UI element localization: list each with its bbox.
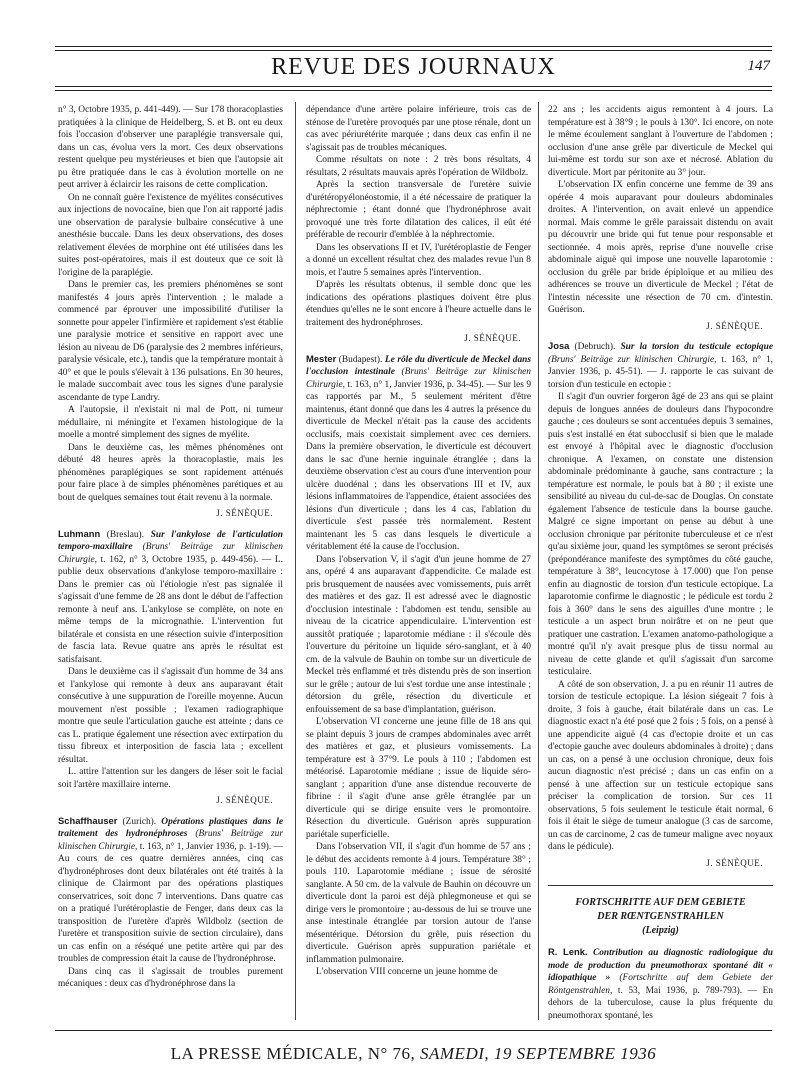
paragraph: L. attire l'attention sur les dangers de léser soit le facial soit l'artère maxillaire interne. (58, 767, 283, 790)
paragraph: Comme résultats on note : 2 très bons résultats, 4 résultats, 2 résultats mauvais après l'opération de Wildbolz. (306, 155, 531, 178)
paragraph: Dans les observations II et IV, l'urétéroplastie de Fenger a donné un excellent résultat chez des malades revue l'un 8 mois, et l'autre 5 semaines après l'intervention. (306, 242, 531, 278)
footer-journal: LA PRESSE MÉDICALE, N° 76, (170, 1044, 416, 1063)
paragraph: Dans le deuxième cas il s'agissait d'un homme de 34 ans et l'ankylose qui remonte à deux ans auparavant était consécutive à une suppuration de l'oreille moyenne. Aucun mouvement n'est possible ; l'examen radiographique montre que seule l'articulation gauche est atteinte ; dans ce cas L. pratique également une résection avec extirpation du tissu fibreux et interposition de fascia lata ; excellent résultat. (58, 667, 283, 765)
column-1 (58, 104, 283, 1014)
paragraph: L'observation VIII concerne un jeune homme de (316, 967, 498, 977)
article-journal: (Bruns' Beiträge zur klinischen Chirurgie, (58, 829, 283, 852)
signature: J. SÉNÈQUE. (216, 795, 273, 805)
article-luhmann (58, 528, 283, 667)
section-separator (548, 885, 773, 886)
paragraph: 22 ans ; les accidents aigus remontent à 4 jours. La température est à 38°9 ; le pouls à 130°. Ici encore, on note le même écoulement sanglant à l'ouverture de l'abdomen ; occlusion d'une anse grêle par diverticule de Meckel qui lui-même est tordu sur son axe et nécrosé. Ablation du diverticule. Mort par péritonite au 3° jour. (548, 105, 773, 178)
article-journal: (Bruns' Beiträge zur klinischen Chirurgie, (548, 354, 722, 365)
page-title: REVUE DES JOURNAUX (271, 54, 556, 80)
article-author: Josa (548, 340, 570, 351)
paragraph: n° 3, Octobre 1935, p. 441-449). — Sur 178 thoracoplasties pratiquées à la clinique de Heidelberg, S. et B. ont eu deux fois l'occasion d'observer une paraplégie transversale qui, dans un cas, évolua vers la mort. Ces deux observations restent quelque peu mystérieuses et bien que l'autopsie ait pu être pratiquée dans le cas à évolution mortelle on ne peut arriver à éclaircir les raisons de cette complication. (58, 105, 283, 190)
article-author: Luhmann (58, 527, 101, 539)
article-mester (306, 353, 531, 554)
header-rule-bottom-2 (55, 90, 772, 91)
article-title: Contribution au diagnostic radiologique du mode de production du pneumothorax spontané dit « idiopathique » (548, 948, 773, 983)
column-2 (306, 104, 531, 1014)
signature: J. SÉNÈQUE. (706, 857, 763, 868)
article-title: Sur l'ankylose de l'articulation temporo-maxillaire (58, 529, 283, 552)
article-journal: (Fortschritte auf dem Gebiete der Röntgenstrahlen, (548, 973, 773, 996)
header-rule-top (55, 46, 772, 47)
signature: J. SÉNÈQUE. (706, 320, 763, 331)
paragraph: Dans l'observation V, il s'agit d'un jeune homme de 27 ans, opéré 4 ans auparavant d'appendicite. Ce malade est pris brusquement de nausées avec vomissements, puis arrêt des matières et des gaz. Il est adressé avec le diagnostic d'occlusion intestinale : l'abdomen est tendu, sensible au niveau de la cicatrice appendiculaire. L'intervention est aussitôt pratiquée ; laparotomie médiane : il s'écoule dès l'ouverture du péritoine un liquide séro-sanglant, et à 40 cm. de la valvule de Bauhin on tombe sur un diverticule de Meckel très enflammé et très distendu près de son insertion sur le grêle ; autour de lui s'est tordue une anse intestinale ; détorsion du grêle, résection du diverticule et enfouissement de sa base d'implantation, guérison. (306, 554, 531, 715)
paragraph: Dans le premier cas, les premiers phénomènes se sont manifestés 4 jours après l'intervention ; le malade a commencé par éprouver une impossibilité d'utiliser la sonnette pour appeler l'infirmière et rapidement s'est établie une paralysie motrice et sensitive en rapport avec une lésion au niveau de D6 (paralysie des 2 membres inférieurs, paralysie vésicale, etc.), tandis que la température montait à 40° et que le pouls s'élevait à 136 pulsations. En 30 heures, le malade succombait avec tous les signes d'une paralysie ascendante de type Landry. (58, 280, 283, 403)
paragraph: A côté de son observation, J. a pu en réunir 11 autres de torsion de testicule ectopique. La lésion siégeait 7 fois à droite, 3 fois à gauche, était bilatérale dans un cas. Le diagnostic exact n'a été posé que 2 fois ; 5 fois, on a pensé à une appendicite aiguë (4 cas d'ectopie droite et un cas d'ectopie gauche avec douleurs abdominales à droite) ; dans un cas, on a pensé à une occlusion chronique, deux fois aucun diagnostic n'est précisé ; dans un cas enfin on a pensé à une affection sur un testicule ectopique sans préciser la complication de torsion. Sur ces 11 observations, 5 fois seulement le testicule était normal, 6 fois il était le siège de tumeur analogue (3 cas de sarcome, un cas de carcinome, 2 cas de tumeur maligne avec noyaux dans le pédicule). (548, 679, 773, 852)
footer-rule (55, 1030, 772, 1031)
paragraph: L'observation VI concerne une jeune fille de 18 ans qui se plaint depuis 3 jours de crampes abdominales avec arrêt des matières et gaz, et plusieurs vomissements. La température est à 37°9. Le pouls à 110 ; l'abdomen est météorisé. Laparotomie médiane ; issue de liquide séro-sanglant ; apparition d'une anse distendue recouverte de fibrine : il s'agit d'une anse grêle étranglée par un diverticule qui se dirige ensuite vers le promontoire. Résection du diverticule. Guérison après suppuration pariétale superficielle. (306, 717, 531, 840)
section-heading (548, 896, 773, 938)
page-footer (55, 1044, 772, 1064)
paragraph: Après la section transversale de l'uretère suivie d'urétéropyélonéostomie, il a été nécessaire de pratiquer la néphrectomie ; étant donné que l'hydronéphrose avait provoqué une très forte dilatation des calices, il eût été préférable de recourir d'emblée à la néphrectomie. (306, 180, 531, 240)
section-heading-line: DER RŒNTGENSTRAHLEN (597, 911, 724, 922)
paragraph: D'après les résultats obtenus, il semble donc que les indications des opérations plastiques doivent être plus étendues qu'elles ne le sont encore à l'heure actuelle dans le traitement des hydronéphroses. (306, 280, 531, 328)
signature: J. SÉNÈQUE. (216, 508, 273, 518)
article-body: t. 163, n° 1, Janvier 1936, p. 34-45). — Sur les 9 cas rapportés par M., 5 seulement méritent d'être maintenus, étant donné que dans les 4 autres la présence du diverticule de Meckel n'était pas la cause des accidents occlusifs, mais coexistait simplement avec ces derniers. Dans la première observation, le diverticule est découvert dans le sac d'une hernie inguinale étranglée ; dans la deuxième observation c'est au cours d'une intervention pour ulcère duodénal ; dans les observations III et IV, aux lésions inflammatoires de l'appendice, étaient associées des lésions d'un diverticule ; dans les 4 cas, l'ablation du diverticule s'est passée très normalement. Restent maintenant les 5 cas dans lesquels le diverticule a véritablement été la cause de l'occlusion. (306, 379, 532, 552)
column-3 (548, 104, 774, 1021)
paragraph: Dans le deuxième cas, les mêmes phénomènes ont débuté 48 heures après la thoracoplastie, mais les phénomènes paraplégiques se sont rapidement atténués pour faire place à de simples phénomènes parétiques et au bout de quelques semaines tout était revenu à la normale. (58, 442, 283, 503)
article-title: Opérations plastiques dans le traitement des hydronéphroses (58, 816, 284, 839)
paragraph: L'observation IX enfin concerne une femme de 39 ans opérée 4 mois auparavant pour douleurs abdominales droites. A l'intervention, on avait enlevé un appendice normal. Mais comme le grêle paraissait distendu on avait pu découvrir une bride qui fut tenue pour responsable et sectionnée. 4 mois après, reprise d'une nouvelle crise abdominale aiguë qui impose une nouvelle laparotomie : occlusion du grêle par bride épiploïque et au milieu des adhérences se trouve un diverticule de Meckel ; l'état de l'intestin nécessite une résection de 70 cm. d'intestin. Guérison. (548, 180, 773, 315)
article-author: Mester (306, 352, 337, 364)
article-city: (Debruch). (569, 342, 621, 352)
section-heading-line: (Leipzig) (642, 925, 679, 936)
column-divider-1 (295, 102, 296, 1020)
article-body: t. 162, n° 3, Octobre 1935, p. 449-456). — L. publie deux observations d'ankylose temporo-maxillaire : Dans le premier cas où l'étiologie n'est pas signalée il s'agissait d'une femme de 28 ans dont le début de l'affection remonte à neuf ans. L'ankylose se complète, on note en même temps de la micrognathie. L'intervention fut bilatérale et consista en une résection suivie d'interposition de fascia lata. Revue quatre ans après le résultat est satisfaisant. (58, 554, 283, 665)
column-divider-2 (538, 102, 539, 1020)
header-rule-bottom (55, 86, 772, 87)
paragraph: dépendance d'une artère polaire inférieure, trois cas de sténose de l'uretère provoqués par une ptose rénale, dont un cas avec périurétérite marquée ; dans deux cas enfin il ne s'agissait pas de troubles mécaniques. (306, 105, 531, 153)
article-body: t. 163, n° 1, Janvier 1936, p. 1-19). — Au cours de ces quatre dernières années, cinq cas d'hydronéphroses dont deux bilatérales ont été traités à la clinique de Clairmont par des opérations plastiques conservatrices, soit donc 7 interventions. Dans quatre cas on a pratiqué l'urétéroplastie de Fenger, dans deux cas la transposition de l'uretère d'après Wildbolz (section de l'uretère et transposition suivie de section circulaire), dans un cas enfin on a réséqué une petite artère qui par des troubles de compression était la cause de l'hydronéphrose. (58, 841, 283, 964)
article-schaffhauser (58, 815, 283, 966)
article-title: Sur la torsion du testicule ectopique (620, 342, 773, 352)
article-city: (Zurich). (117, 816, 162, 827)
article-journal: (Bruns' Beiträge zur klinischen Chirurgie, (58, 542, 283, 565)
article-author: Schaffhauser (58, 814, 118, 826)
article-lenk (548, 946, 773, 1022)
article-city: (Breslau). (100, 529, 151, 540)
article-josa (548, 340, 773, 391)
paragraph: On ne connaît guère l'existence de myélites consécutives aux injections de novocaïne, bien que l'on ait rapporté jadis une observation de paralysie bulbaire consécutive à une anesthésie buccale. Dans les deux observations, des doses relativement élevées de morphine ont été utilisées dans les suites post-opératoires, mais il est douteux que ce soit là l'origine de la paraplégie. (58, 192, 283, 278)
article-journal: (Bruns' Beiträge zur klinischen Chirurgie, (306, 367, 531, 390)
paragraph: Il s'agit d'un ouvrier forgeron âgé de 23 ans qui se plaint depuis de longues années de douleurs dans l'hypocondre gauche ; ces douleurs se sont accentuées depuis 3 semaines, puis s'est installé en état subocclusif si bien que le malade est envoyé à l'hôpital avec le diagnostic d'occlusion chronique. A l'examen, on constate une distension abdominale prédominante à gauche, sans contracture ; la température est normale, le pouls bat à 80 ; il existe une sensibilité au niveau du cul-de-sac de Douglas. On constate également l'absence de testicule dans la bourse gauche. Malgré ce signe important on pense au début à une occlusion chronique par péritonite tuberculeuse et ce n'est qu'au sixième jour, quand les symptômes se seront précisés (prépondérance manifeste des symptômes du côté gauche, température à 38°, leucocytose à 17.000) que l'on pense enfin au diagnostic de torsion d'un testicule ectopique. La laparotomie confirme le diagnostic ; le pédicule est tordu 2 fois à 360° dans le sens des aiguilles d'une montre ; le testicule a un aspect brun noirâtre et on ne peut que pratiquer une castration. L'examen anatomo-pathologique a montré qu'il n'y avait presque plus de tissu normal au niveau de cette glande et qu'il s'agissait d'un sarcome testiculaire. (548, 392, 773, 677)
article-author: R. Lenk. (548, 946, 588, 957)
paragraph: Dans l'observation VII, il s'agit d'un homme de 57 ans ; le début des accidents remonte à 4 jours. Température 38° ; pouls 110. Laparotomie médiane ; issue de sérosité sanglante. A 50 cm. de la valvule de Bauhin on découvre un diverticule dont la paroi est déjà phlegmoneuse et qui se dirige vers le promontoire ; au-dessous de lui se trouve une anse intestinale étranglée par torsion autour de l'anse mésentérique. Détorsion du grêle, puis résection du diverticule. Guérison après suppuration pariétale et inflammation pulmonaire. (306, 842, 531, 965)
paragraph: A l'autopsie, il n'existait ni mal de Pott, ni tumeur médullaire, ni méningite et l'examen histologique de la moelle a montré simplement des signes de myélite. (58, 405, 283, 440)
article-city: (Budapest). (336, 354, 385, 365)
page-number: 147 (747, 58, 770, 74)
header-rule-top-2 (55, 50, 772, 51)
article-body: t. 163, n° 1, Janvier 1936, p. 45-51). — J. rapporte le cas suivant de torsion d'un testicule en ectopie : (548, 354, 774, 390)
footer-date: SAMEDI, 19 SEPTEMBRE 1936 (420, 1044, 657, 1063)
signature: J. SÉNÈQUE. (464, 333, 521, 343)
article-body: t. 53, Mai 1936, p. 789-793). — En dehors de la tuberculose, cause la plus fréquente du pneumothorax spontané, les (548, 985, 773, 1021)
paragraph: Dans cinq cas il s'agissait de troubles purement mécaniques : deux cas d'hydronéphrose dans la (58, 966, 283, 989)
article-title: Le rôle du diverticule de Meckel dans l'occlusion intestinale (306, 354, 531, 377)
section-heading-line: FORTSCHRITTE AUF DEM GEBIETE (575, 897, 746, 908)
